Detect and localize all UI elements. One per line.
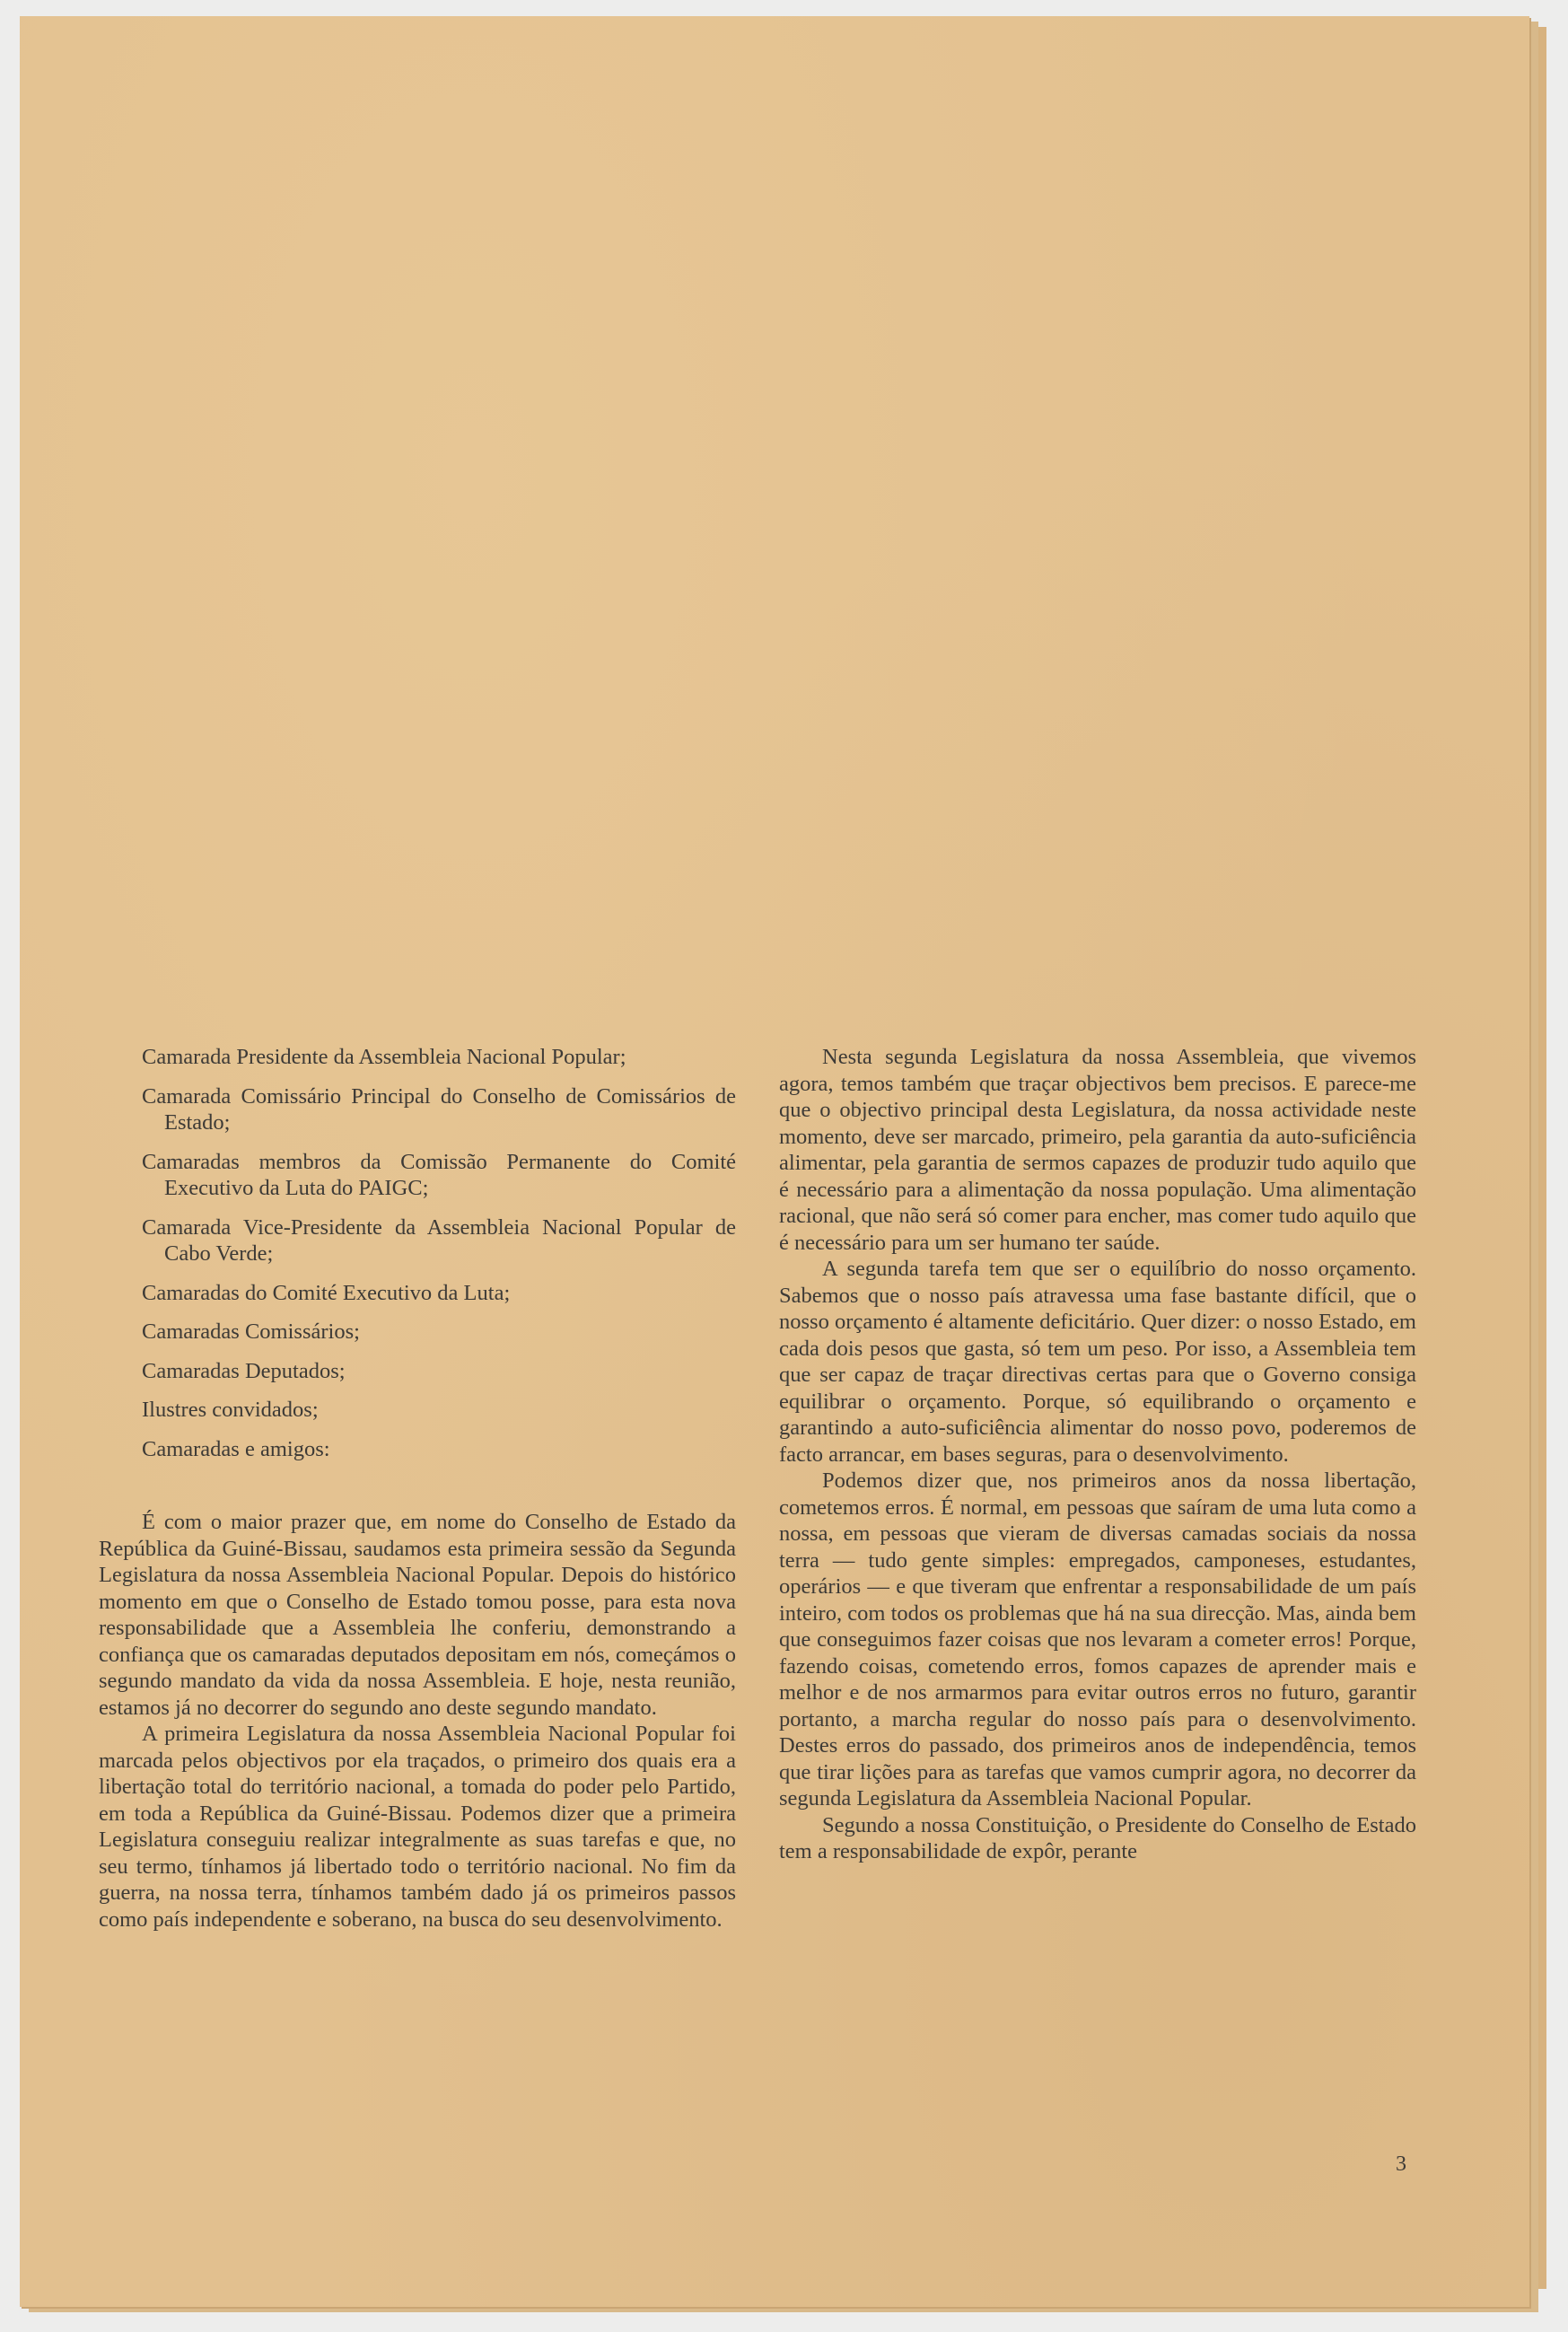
salutation-line: Camarada Presidente da Assembleia Nacional Popular;	[142, 1045, 626, 1069]
salutation-list	[142, 1044, 736, 1462]
salutation-line: Camarada Comissário Principal do Conselho de Comissários de Estado;	[142, 1083, 736, 1135]
paragraph: A primeira Legislatura da nossa Assembleia Nacional Popular foi marcada pelos objectivos por ela traçados, o primeiro dos quais era a libertação total do território nacional, a tomada do poder pelo Partido, em toda a República da Guiné-Bissau. Podemos dizer que a primeira Legislatura conseguiu realizar integralmente as suas tarefas e que, no seu termo, tínhamos já libertado todo o território nacional. No fim da guerra, na nossa terra, tínhamos também dado já os primeiros passos como país independente e soberano, na busca do seu desenvolvimento.	[99, 1722, 736, 1932]
salutation-line: Camaradas do Comité Executivo da Luta;	[142, 1280, 511, 1305]
page-number: 3	[1396, 2152, 1406, 2176]
salutation-line: Camarada Vice-Presidente da Assembleia Nacional Popular de Cabo Verde;	[142, 1214, 736, 1266]
paragraph: Segundo a nossa Constituição, o Presidente do Conselho de Estado tem a responsabilidade de expôr, perante	[779, 1812, 1416, 1863]
page-edge-strip	[1529, 27, 1546, 2289]
right-column	[779, 1044, 1416, 1865]
salutation-line: Camaradas Deputados;	[142, 1358, 346, 1383]
left-body-text	[99, 1509, 736, 1933]
salutation-line: Ilustres convidados;	[142, 1398, 319, 1422]
paragraph: É com o maior prazer que, em nome do Conselho de Estado da República da Guiné-Bissau, saudamos esta primeira sessão da Segunda Legislatura da nossa Assembleia Nacional Popular. Depois do histórico momento em que o Conselho de Estado tomou posse, para esta nova responsabilidade que a Assembleia lhe conferiu, demonstrando a confiança que os camaradas deputados depositam em nós, começámos o segundo mandato da vida da nossa Assembleia. E hoje, nesta reunião, estamos já no decorrer do segundo ano deste segundo mandato.	[99, 1510, 736, 1720]
salutation-line: Camaradas Comissários;	[142, 1319, 360, 1344]
salutation-line: Camaradas membros da Comissão Permanente do Comité Executivo da Luta do PAIGC;	[142, 1149, 736, 1200]
salutation-line: Camaradas e amigos:	[142, 1436, 330, 1461]
left-column	[99, 1044, 736, 1933]
paragraph: Podemos dizer que, nos primeiros anos da nossa libertação, cometemos erros. É normal, em pessoas que saíram de uma luta como a nossa, em pessoas que vieram de diversas camadas sociais da nossa terra — tudo gente simples: empregados, camponeses, estudantes, operários — e que tiveram que enfrentar a responsabilidade de um país inteiro, com todos os problemas que há na sua direcção. Mas, ainda bem que conseguimos fazer coisas que nos levaram a cometer erros! Porque, fazendo coisas, cometendo erros, fomos capazes de aprender mais e melhor e de nos armarmos para evitar outros erros no futuro, garantir portanto, a marcha regular do nosso país para o desenvolvimento. Destes erros do passado, dos primeiros anos de independência, temos que tirar lições para as tarefas que vamos cumprir agora, no decorrer da segunda Legislatura da Assembleia Nacional Popular.	[779, 1468, 1416, 1810]
paragraph: A segunda tarefa tem que ser o equilíbrio do nosso orçamento. Sabemos que o nosso país atravessa uma fase bastante difícil, que o nosso orçamento é altamente deficitário. Quer dizer: o nosso Estado, em cada dois pesos que gasta, só tem um peso. Por isso, a Assembleia tem que ser capaz de traçar directivas certas para que o Governo consiga equilibrar o orçamento. Porque, só equilibrando o orçamento e garantindo a auto-suficiência alimentar do nosso povo, poderemos de facto arrancar, em bases seguras, para o desenvolvimento.	[779, 1257, 1416, 1467]
paragraph: Nesta segunda Legislatura da nossa Assembleia, que vivemos agora, temos também que traçar objectivos bem precisos. E parece-me que o objectivo principal desta Legislatura, da nossa actividade neste momento, deve ser marcado, primeiro, pela garantia da auto-suficiência alimentar, pela garantia de sermos capazes de produzir tudo aquilo que é necessário para a alimentação da nossa população. Uma alimentação racional, que não será só comer para encher, mas comer tudo aquilo que é necessário para um ser humano ter saúde.	[779, 1045, 1416, 1255]
